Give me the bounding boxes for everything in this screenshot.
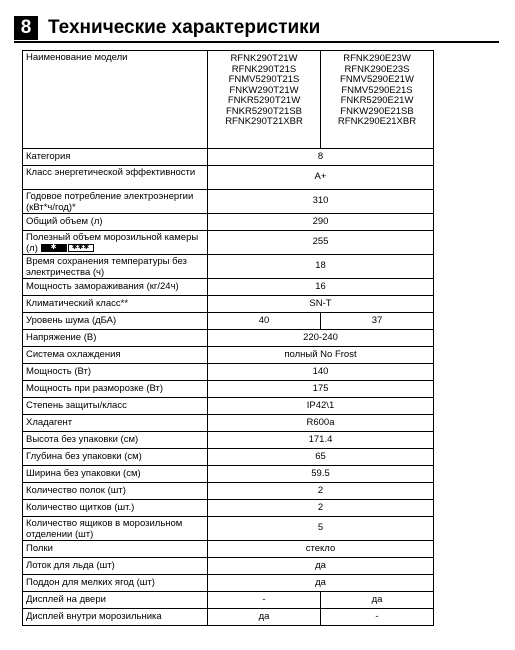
spec-row bbox=[23, 381, 434, 398]
freezer-snowflake-icon: ✱ bbox=[41, 244, 67, 252]
spec-value: 18 bbox=[208, 255, 434, 279]
spec-label-text: Система охлаждения bbox=[26, 348, 121, 360]
spec-label-text: Количество ящиков в морозильном отделении (шт) bbox=[26, 518, 183, 540]
model-list-col2 bbox=[321, 51, 434, 149]
spec-label-text: Дисплей на двери bbox=[26, 593, 106, 605]
spec-label-text: Полезный объем морозильной камеры (л) bbox=[26, 232, 199, 254]
spec-label-text: Хладагент bbox=[26, 416, 73, 428]
spec-row bbox=[23, 466, 434, 483]
spec-label-text: Годовое потребление электроэнергии (кВт*ч/год)* bbox=[26, 191, 194, 213]
spec-label bbox=[23, 609, 208, 626]
spec-row bbox=[23, 313, 434, 330]
spec-label-text: Высота без упаковки (см) bbox=[26, 433, 139, 445]
spec-row bbox=[23, 449, 434, 466]
spec-row bbox=[23, 415, 434, 432]
spec-label-text: Степень защиты/класс bbox=[26, 399, 127, 411]
spec-label bbox=[23, 313, 208, 330]
spec-row bbox=[23, 255, 434, 279]
spec-value: 65 bbox=[208, 449, 434, 466]
spec-row bbox=[23, 517, 434, 541]
spec-row bbox=[23, 592, 434, 609]
spec-row bbox=[23, 575, 434, 592]
spec-value: 59.5 bbox=[208, 466, 434, 483]
model-list-col1 bbox=[208, 51, 321, 149]
spec-label bbox=[23, 364, 208, 381]
spec-value: да bbox=[208, 575, 434, 592]
spec-value: полный No Frost bbox=[208, 347, 434, 364]
spec-label bbox=[23, 231, 208, 255]
spec-value: 140 bbox=[208, 364, 434, 381]
spec-value-v2: - bbox=[321, 609, 434, 626]
spec-label-text: Категория bbox=[26, 150, 71, 162]
spec-row bbox=[23, 330, 434, 347]
section-number: 8 bbox=[14, 16, 38, 40]
spec-row bbox=[23, 500, 434, 517]
section-header bbox=[14, 16, 499, 40]
spec-label-text: Уровень шума (дБА) bbox=[26, 314, 117, 326]
spec-row bbox=[23, 149, 434, 166]
spec-value: 2 bbox=[208, 500, 434, 517]
model-name: RFNK290T21S bbox=[231, 63, 297, 75]
spec-row bbox=[23, 214, 434, 231]
spec-label bbox=[23, 149, 208, 166]
spec-label-text: Климатический класс** bbox=[26, 297, 129, 309]
model-name: RFNK290E21XBR bbox=[337, 116, 417, 127]
spec-value-v1: - bbox=[208, 592, 321, 609]
spec-value-v2: 37 bbox=[321, 313, 434, 330]
spec-label bbox=[23, 398, 208, 415]
spec-value-v1: 40 bbox=[208, 313, 321, 330]
spec-label-text: Количество щитков (шт.) bbox=[26, 501, 135, 513]
model-name: FNKW290E21SB bbox=[340, 105, 414, 117]
model-name: FNKR5290T21W bbox=[227, 95, 301, 106]
spec-row bbox=[23, 279, 434, 296]
spec-label bbox=[23, 190, 208, 214]
spec-row bbox=[23, 558, 434, 575]
spec-label bbox=[23, 541, 208, 558]
spec-label-text: Мощность (Вт) bbox=[26, 365, 92, 377]
section-title: Технические характеристики bbox=[48, 17, 321, 38]
spec-label bbox=[23, 296, 208, 313]
freezer-stars-icon: ✱✱✱ bbox=[68, 244, 94, 252]
spec-row bbox=[23, 231, 434, 255]
spec-value-v2: да bbox=[321, 592, 434, 609]
spec-label-text: Общий объем (л) bbox=[26, 215, 103, 227]
spec-label bbox=[23, 449, 208, 466]
spec-label-text: Время сохранения температуры без электричества (ч) bbox=[26, 256, 187, 278]
spec-value: R600a bbox=[208, 415, 434, 432]
spec-value: 290 bbox=[208, 214, 434, 231]
model-name: RFNK290E23W bbox=[343, 53, 411, 64]
spec-row bbox=[23, 166, 434, 190]
header-rule bbox=[14, 41, 499, 43]
spec-label bbox=[23, 517, 208, 541]
spec-label bbox=[23, 483, 208, 500]
spec-row bbox=[23, 190, 434, 214]
spec-label bbox=[23, 381, 208, 398]
spec-value: 5 bbox=[208, 517, 434, 541]
spec-value: A+ bbox=[208, 166, 434, 190]
spec-label-text: Поддон для мелких ягод (шт) bbox=[26, 576, 155, 588]
spec-row bbox=[23, 364, 434, 381]
spec-value: SN-T bbox=[208, 296, 434, 313]
model-name: FNMV5290E21W bbox=[340, 74, 414, 85]
spec-row bbox=[23, 296, 434, 313]
model-label: Наименование модели bbox=[23, 51, 208, 149]
model-name: FNMV5290E21S bbox=[341, 84, 413, 96]
spec-value: 255 bbox=[208, 231, 434, 255]
model-name: FNKR5290E21W bbox=[340, 95, 414, 106]
spec-label-text: Мощность при разморозке (Вт) bbox=[26, 382, 164, 394]
spec-label bbox=[23, 347, 208, 364]
spec-label bbox=[23, 214, 208, 231]
spec-row bbox=[23, 347, 434, 364]
model-name: RFNK290T21W bbox=[230, 53, 298, 64]
spec-value: 171.4 bbox=[208, 432, 434, 449]
spec-label bbox=[23, 415, 208, 432]
spec-label-text: Количество полок (шт) bbox=[26, 484, 126, 496]
model-row bbox=[23, 51, 434, 149]
spec-label bbox=[23, 466, 208, 483]
model-name: FNKW290T21W bbox=[229, 84, 299, 96]
spec-label bbox=[23, 575, 208, 592]
spec-row bbox=[23, 609, 434, 626]
spec-value: 8 bbox=[208, 149, 434, 166]
model-name: FNKR5290T21SB bbox=[225, 105, 303, 117]
spec-value: да bbox=[208, 558, 434, 575]
spec-value-v1: да bbox=[208, 609, 321, 626]
spec-label-text: Глубина без упаковки (см) bbox=[26, 450, 142, 462]
spec-label bbox=[23, 330, 208, 347]
spec-value: 2 bbox=[208, 483, 434, 500]
model-name: FNMV5290T21S bbox=[228, 74, 300, 85]
spec-label bbox=[23, 279, 208, 296]
spec-row bbox=[23, 541, 434, 558]
spec-value: IP42\1 bbox=[208, 398, 434, 415]
spec-label-text: Дисплей внутри морозильника bbox=[26, 610, 162, 622]
spec-label-text: Лоток для льда (шт) bbox=[26, 559, 115, 571]
spec-row bbox=[23, 398, 434, 415]
spec-label-text: Ширина без упаковки (см) bbox=[26, 467, 141, 479]
spec-label bbox=[23, 592, 208, 609]
spec-label bbox=[23, 166, 208, 190]
spec-label bbox=[23, 255, 208, 279]
spec-value: 220-240 bbox=[208, 330, 434, 347]
spec-label-text: Полки bbox=[26, 542, 53, 554]
spec-value: 310 bbox=[208, 190, 434, 214]
model-name: RFNK290E23S bbox=[344, 63, 410, 75]
spec-table bbox=[22, 50, 434, 626]
spec-value: 16 bbox=[208, 279, 434, 296]
spec-label bbox=[23, 558, 208, 575]
spec-label-text: Напряжение (В) bbox=[26, 331, 97, 343]
model-name: RFNK290T21XBR bbox=[225, 116, 303, 127]
spec-label bbox=[23, 432, 208, 449]
spec-label-text: Класс энергетической эффективности bbox=[26, 167, 196, 178]
spec-label bbox=[23, 500, 208, 517]
spec-value: 175 bbox=[208, 381, 434, 398]
spec-row bbox=[23, 432, 434, 449]
spec-value: стекло bbox=[208, 541, 434, 558]
spec-row bbox=[23, 483, 434, 500]
spec-label-text: Мощность замораживания (кг/24ч) bbox=[26, 280, 179, 292]
